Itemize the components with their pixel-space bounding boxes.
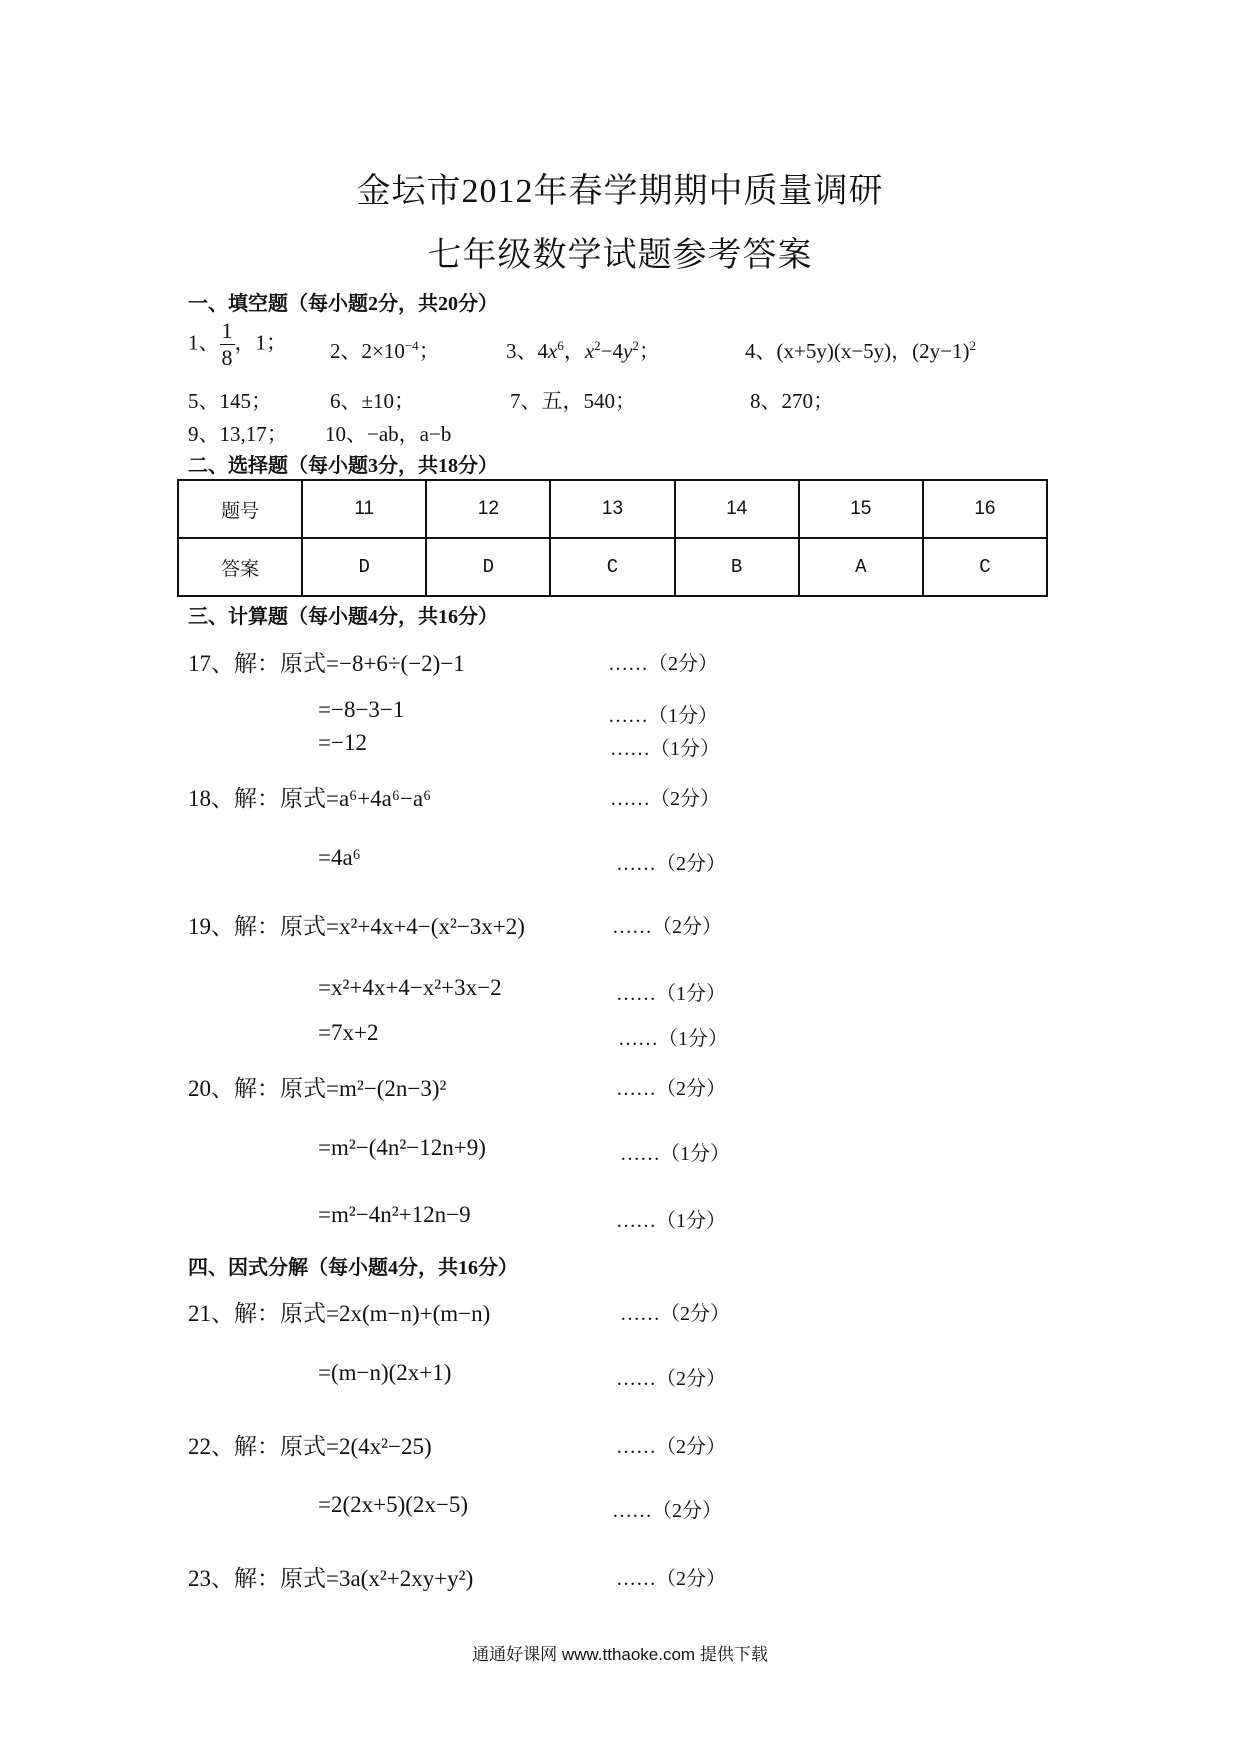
answer-q1: 1、 $\frac{1}{8}$ ，1；	[188, 318, 287, 370]
q18-step1: 18、解：原式=a⁶+4a⁶−a⁶	[188, 786, 432, 811]
q22-step1-score: ……（2分）	[616, 1436, 726, 1458]
answer-q9: 9、13,17；	[188, 422, 288, 446]
q21-step2: =(m−n)(2x+1)	[318, 1360, 452, 1385]
q21-step2-score: ……（2分）	[616, 1368, 726, 1390]
table-header-cell: 题号	[178, 480, 302, 538]
q20-step2: =m²−(4n²−12n+9)	[318, 1135, 486, 1160]
q19-step2: =x²+4x+4−x²+3x−2	[318, 975, 502, 1000]
fraction-one-eighth: $\frac{1}{8}$	[221, 318, 233, 370]
answer-q2: 2、$2\times 10^{-4}$；	[330, 338, 440, 363]
footer-source: 通通好课网 www.tthaoke.com 提供下载	[472, 1645, 768, 1664]
answer-q4: 4、(x+5y)(x−5y)，$(2y-1)^2$	[745, 338, 976, 363]
table-cell: 11	[302, 480, 426, 538]
q20-step3-score: ……（1分）	[616, 1210, 726, 1232]
document-title: 金坛市2012年春学期期中质量调研	[356, 173, 884, 210]
section-choice-heading: 二、选择题（每小题3分，共18分）	[188, 455, 498, 477]
q23-step1: 23、解：原式=3a(x²+2xy+y²)	[188, 1566, 474, 1591]
q23-step1-score: ……（2分）	[616, 1568, 726, 1590]
table-cell: D	[426, 538, 550, 596]
table-row-answers	[178, 538, 1047, 596]
section-fill-in-heading: 一、填空题（每小题2分，共20分）	[188, 293, 498, 315]
q17-step3-score: ……（1分）	[610, 738, 720, 760]
q22-step1: 22、解：原式=2(4x²−25)	[188, 1434, 432, 1459]
table-cell: C	[550, 538, 674, 596]
q20-step1: 20、解：原式=m²−(2n−3)²	[188, 1076, 447, 1101]
q21-step1: 21、解：原式=2x(m−n)+(m−n)	[188, 1301, 491, 1326]
q17-step1: 17、解：原式=−8+6÷(−2)−1	[188, 651, 465, 676]
table-header-cell: 答案	[178, 538, 302, 596]
section-factor-heading: 四、因式分解（每小题4分，共16分）	[188, 1257, 518, 1279]
table-cell: 12	[426, 480, 550, 538]
q20-step1-score: ……（2分）	[616, 1078, 726, 1100]
q22-step2-score: ……（2分）	[612, 1500, 722, 1522]
q20-step2-score: ……（1分）	[620, 1143, 730, 1165]
q19-step1: 19、解：原式=x²+4x+4−(x²−3x+2)	[188, 914, 525, 939]
table-cell: C	[923, 538, 1047, 596]
q17-step3: =−12	[318, 730, 367, 755]
q17-step1-score: ……（2分）	[608, 653, 718, 675]
q19-step3-score: ……（1分）	[618, 1028, 728, 1050]
table-cell: 14	[675, 480, 799, 538]
answer-q6: 6、±10；	[330, 389, 416, 413]
answer-q8: 8、270；	[750, 389, 834, 413]
q17-step2-score: ……（1分）	[608, 705, 718, 727]
answer-q10: 10、−ab，a−b	[325, 422, 452, 446]
q19-step1-score: ……（2分）	[612, 916, 722, 938]
table-row-numbers	[178, 480, 1047, 538]
answer-q3: 3、$4x^6$，$x^2-4y^2$；	[506, 338, 660, 363]
q19-step3: =7x+2	[318, 1020, 379, 1045]
table-cell: 13	[550, 480, 674, 538]
q18-step2-score: ……（2分）	[616, 853, 726, 875]
document-subtitle: 七年级数学试题参考答案	[427, 237, 813, 274]
section-calc-heading: 三、计算题（每小题4分，共16分）	[188, 606, 498, 628]
q18-step2: =4a⁶	[318, 845, 361, 870]
q17-step2: =−8−3−1	[318, 697, 405, 722]
q19-step2-score: ……（1分）	[616, 983, 726, 1005]
choice-answer-table	[177, 479, 1048, 597]
q22-step2: =2(2x+5)(2x−5)	[318, 1492, 469, 1517]
table-cell: A	[799, 538, 923, 596]
table-cell: 15	[799, 480, 923, 538]
table-cell: D	[302, 538, 426, 596]
table-cell: B	[675, 538, 799, 596]
answer-q7: 7、五，540；	[510, 389, 636, 413]
q20-step3: =m²−4n²+12n−9	[318, 1202, 471, 1227]
table-cell: 16	[923, 480, 1047, 538]
q21-step1-score: ……（2分）	[620, 1303, 730, 1325]
answer-q5: 5、145；	[188, 389, 272, 413]
q18-step1-score: ……（2分）	[610, 788, 720, 810]
